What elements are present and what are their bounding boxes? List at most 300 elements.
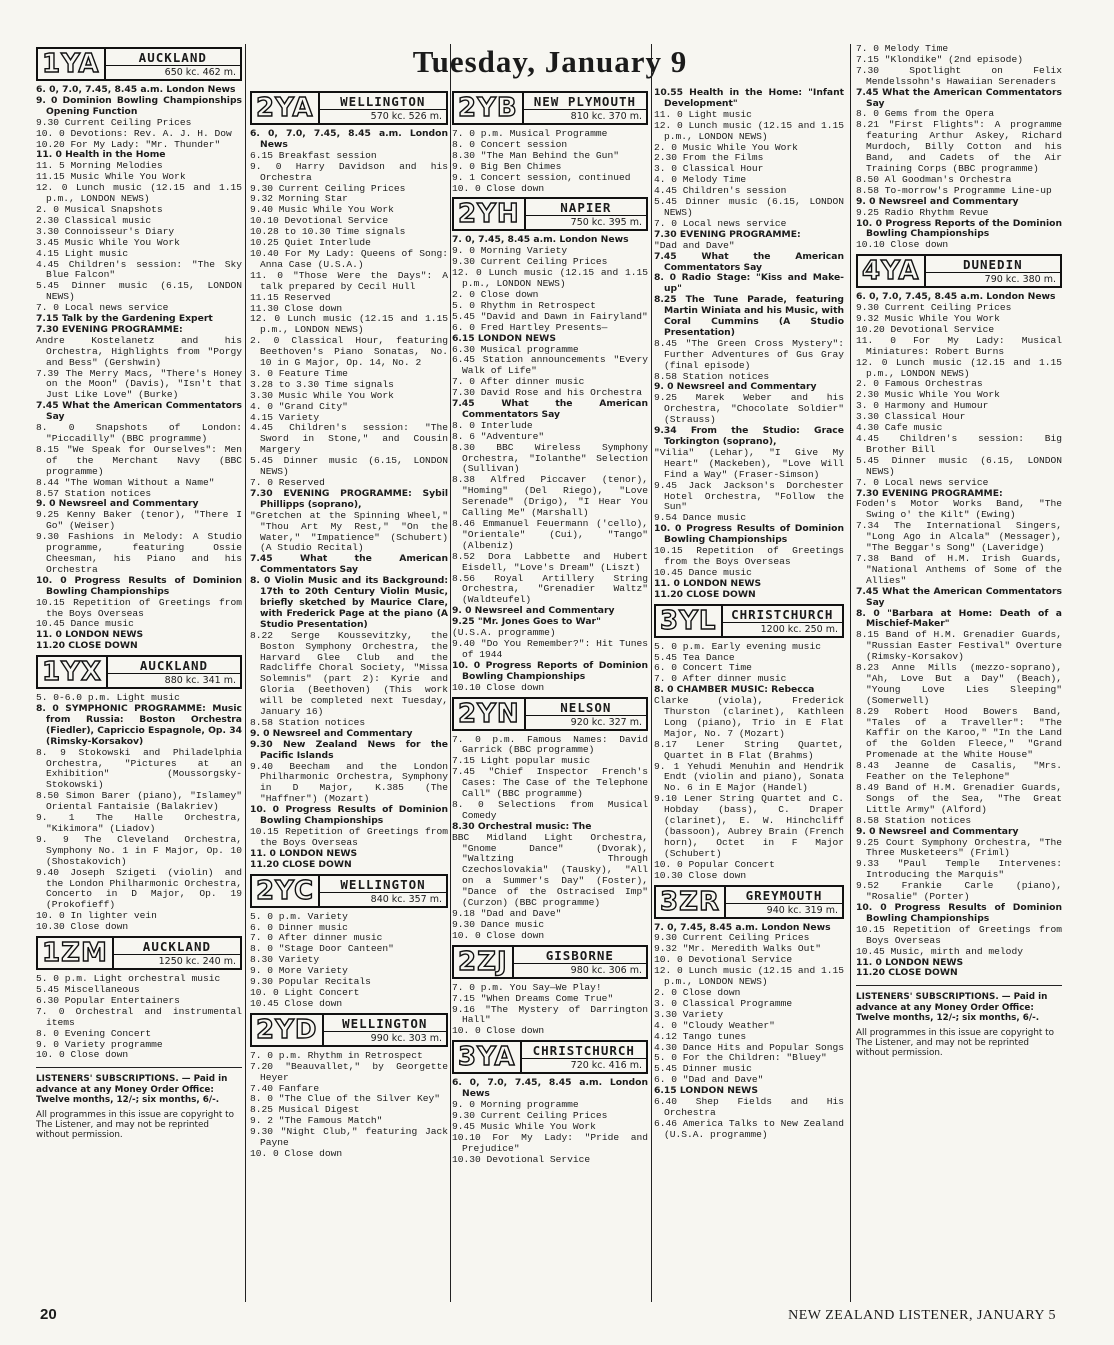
programme-entry: 2.30 Classical music [36,214,152,226]
programme-entry: 6.15 Breakfast session [250,149,377,161]
programme-entry: 7.45 What the American Commentators Say [654,250,844,273]
programme-entry: 2. 0 Music While You Work [654,141,798,153]
programme-entry: 5.45 Tea Dance [654,651,735,663]
programme-entry: 9.30 Current Ceiling Prices [654,932,810,944]
programme-entry: 6. 0 Concert Time [654,662,752,674]
station-header [452,945,648,979]
station-frequency: 790 kc. 380 m. [984,274,1056,286]
programme-entry: 10.10 Close down [452,681,545,693]
section-rule [856,985,1062,986]
programme-entry: 10. 0 Close down [36,1049,129,1061]
programme-entry: 5. 0-6.0 p.m. Light music [36,692,180,704]
station-city: WELLINGTON [320,876,446,893]
station-city: AUCKLAND [114,938,240,955]
programme-entry: 5. 0 p.m. Light orchestral music [36,973,221,985]
station-frequency: 990 kc. 303 m. [370,1032,442,1044]
programme-entry: 7.15 Talk by the Gardening Expert [36,313,213,325]
programme-entry: 3.30 Connoisseur's Diary [36,225,175,237]
programme-entry: 6. 0 Dinner music [250,921,348,933]
programme-entry: 9.25 Court Symphony Orchestra, "The Three Musketeers" (Friml) [856,836,1062,859]
programme-entry: 7. 0 Reserved [250,477,325,488]
programme-entry: 6. 0 Fred Hartley Presents— [452,321,608,333]
programme-entry: 9. 0 Newsreel and Commentary [654,381,817,393]
programme-entry: 8. 0 Violin Music and its Background: 17th to 20th Century Violin Music, briefly sketched by Maurice Clare, with Frederick Page at the piano (A Studio Presentation) [250,575,448,630]
programme-entry: 8. 0 "Stage Door Canteen" [250,943,394,955]
programme-entry: 8.56 Royal Artillery String Orchestra, "Grenadier Waltz" (Waldteufel) [452,572,648,606]
programme-entry: 10. 0 Close down [452,929,545,941]
station-city: NELSON [526,699,646,716]
station-city: DUNEDIN [926,256,1060,273]
programme-entry: 7.40 Fanfare [250,1082,320,1094]
programme-entry: 4. 0 Melody Time [654,174,747,186]
station-city: GISBORNE [514,947,646,964]
programme-entry: 7. 0 After dinner music [654,673,787,685]
station-header [452,91,648,125]
programme-entry: 2. 0 Musical Snapshots [36,203,163,215]
programme-entry: 11.20 CLOSE DOWN [36,640,138,652]
station-callsign: 3YL [660,605,717,636]
programme-entry: 8.57 Station notices [36,487,152,499]
programme-entry: 9.25 "Mr. Jones Goes to War" [452,616,601,628]
programme-entry: 9.45 Music While You Work [452,1120,596,1132]
station-city: CHRISTCHURCH [522,1042,646,1059]
subscription-heading: LISTENERS' SUBSCRIPTIONS. — Paid in advance at any Money Order Office: Twelve months, 12/-; six months, 6/-. [36,1074,228,1106]
programme-entry: 8. 0 Evening Concert [36,1027,152,1039]
programme-entry: 8.30 Orchestral music: The [452,820,592,832]
programme-entry: 8.46 Emmanuel Feuermann ('cello), "Orientale" (Cui), "Tango" (Albeniz) [452,518,648,551]
programme-entry: 10. 0 Devotional Service [654,954,793,966]
programme-entry: 9.25 Kenny Baker (tenor), "There I Go" (Weiser) [36,509,242,532]
programme-entry: 3.30 Classical Hour [856,411,966,423]
programme-entry: 5. 0 For the Children: "Bluey" [654,1052,827,1064]
programme-entry: 8.30 "The Man Behind the Gun" [452,149,619,161]
programme-entry: 7.30 David Rose and his Orchestra [452,387,642,399]
station-city: WELLINGTON [324,1015,447,1032]
programme-entry: 5.45 Dinner music (6.15, LONDON NEWS) [654,196,844,218]
programme-entry: 2. 0 Close down [452,288,539,300]
programme-entry: 8.30 BBC Wireless Symphony Orchestra, "Iolanthe" Selection (Sullivan) [452,441,648,475]
station-frequency: 880 kc. 341 m. [164,675,236,687]
programme-entry: 3. 0 Classical Programme [654,997,793,1009]
programme-entry: 10.25 Quiet Interlude [250,237,371,249]
programme-entry: 8.22 Serge Koussevitzky, the Boston Symphony Orchestra, the Harvard Glee Club and the Radcliffe Choral Society, "Missa Solemnis" (part 2): Kyrie and Gloria (Beethoven) (This work will be completed next Tuesday, January 16) [250,629,448,718]
programme-entry: 6.15 LONDON NEWS [654,1085,758,1097]
programme-entry: 10.30 Close down [654,869,747,881]
programme-entry: 10.45 Music, mirth and melody [856,945,1023,957]
programme-entry: 9.30 Current Ceiling Prices [452,1109,608,1121]
programme-entry: 11. 0 LONDON NEWS [856,956,964,968]
programme-entry: 8.38 Alfred Piccaver (tenor), "Homing" (Del Riego), "Love Serenade" (Drigo), "I Hear You Calling Me" (Marshall) [452,474,648,519]
programme-entry: 10.40 For My Lady: Queens of Song: Anna Case (U.S.A.) [250,247,448,270]
programme-entry: 10.45 Dance music [654,566,752,578]
programme-entry: 8.58 Station notices [856,814,972,826]
programme-entry: 6.40 Shep Fields and His Orchestra [654,1096,844,1118]
station-frequency: 1200 kc. 250 m. [760,623,838,635]
programme-entry: 10. 0 Progress Results of Dominion Bowling Championships [36,574,242,597]
programme-entry: 7. 0 After dinner music [250,932,383,944]
programme-entry: 9. 0 Newsreel and Commentary [452,605,615,617]
programme-entry: 10.15 Repetition of Greetings from the Boys Overseas [36,596,242,619]
programme-entry: 9.34 From the Studio: Grace Torkington (soprano), [654,425,844,447]
station-frequency: 1250 kc. 240 m. [158,956,236,968]
programme-entry: 9.32 "Mr. Meredith Walks Out" [654,943,821,955]
programme-entry: 10. 0 Progress Reports of the Dominion Bowling Championships [856,217,1062,240]
programme-entry: 10.30 Devotional Service [452,1153,591,1165]
programme-entry: 11.15 Reserved [250,291,331,303]
programme-entry: 9. 0 Newsreel and Commentary [856,825,1019,837]
programme-entry: 12. 0 Lunch music (12.15 and 1.15 p.m., LONDON NEWS) [856,356,1062,379]
programme-entry: 8.50 Simon Barer (piano), "Islamey" Oriental Fantaisie (Balakriev) [36,790,242,813]
station-frequency: 810 kc. 370 m. [570,111,642,122]
programme-entry: 6.30 Popular Entertainers [36,994,180,1006]
programme-entry: 7.30 EVENING PROGRAMME: [856,487,1003,499]
programme-entry: 6. 0, 7.0, 7.45, 8.45 a.m. London News [36,84,236,95]
programme-entry: 9. 1 The Halle Orchestra, "Kikimora" (Liadov) [36,812,242,834]
programme-entry: 2.30 From the Films [654,152,764,164]
programme-entry: 9. 0 Morning Variety [452,245,568,257]
station-header [654,604,844,638]
station-city: NAPIER [526,199,646,216]
section-rule [36,1067,242,1068]
programme-entry: 4.45 Children's session: Big Brother Bill [856,433,1062,455]
page-number: 20 [40,1306,57,1323]
programme-entry: 9.30 Popular Recitals [250,976,371,988]
programme-entry: 6. 0, 7.0, 7.45, 8.45 a.m. London News [250,128,448,150]
programme-entry: 8. 0 "The Clue of the Silver Key" [250,1093,440,1105]
programme-entry: 9.33 "Paul Temple Intervenes: Introducing the Marquis" [856,858,1062,881]
programme-entry: 9.40 "Do You Remember?": Hit Tunes of 1944 [452,637,648,660]
column-4 [654,88,844,1302]
programme-entry: 9. 0 Newsreel and Commentary [250,727,413,739]
programme-entry: 2.30 Music While You Work [856,389,1000,401]
programme-entry: 10.20 Devotional Service [856,323,995,335]
programme-entry: 7.45 What the American Commentators Say [250,553,448,576]
programme-entry: 10. 0 Progress Results of Dominion Bowling Championships [654,523,844,546]
station-header [250,1013,448,1047]
programme-entry: 8.58 To-morrow's Programme Line-up [856,184,1052,196]
programme-entry: Clarke (viola), Frederick Thurston (clarinet), Kathleen Long (piano), Trio in E Flat Major, No. 7 (Mozart) [654,695,844,739]
programme-entry: 5.45 "David and Dawn in Fairyland" [452,310,648,322]
programme-entry: 9.25 Radio Rhythm Revue [856,206,989,218]
programme-entry: 11. 0 Light music [654,108,752,120]
programme-entry: 11. 0 LONDON NEWS [36,629,144,641]
programme-entry: 11.15 Music While You Work [36,171,186,183]
programme-entry: 9.10 Lener String Quartet and C. Hobday (bass), C. Draper (clarinet), E. W. Hinchcliff (bassoon), Aubrey Brain (French horn), Octet in F Major (Schubert) [654,793,844,859]
programme-entry: 6.46 America Talks to New Zealand (U.S.A. programme) [654,1117,844,1140]
programme-entry: 8. 0 SYMPHONIC PROGRAMME: Music from Russia: Boston Orchestra (Fiedler), Capriccio Espagnole, Op. 34 (Rimsky-Korsakov) [36,703,242,747]
programme-entry: 10. 0 Close down [452,1025,545,1037]
programme-entry: 7.30 EVENING PROGRAMME: [36,323,183,335]
column-3 [452,88,648,1302]
programme-entry: 7.38 Band of H.M. Irish Guards, "National Anthems of Some of the Allies" [856,552,1062,586]
station-callsign: 1ZM [42,938,108,969]
programme-entry: 8.23 Anne Mills (mezzo-soprano), "Ah, Love But a Day" (Beach), "Young Love Lies Sleeping" (Somerwell) [856,662,1062,706]
programme-entry: 3.30 Music While You Work [250,389,394,401]
programme-entry: 8. 0 Radio Stage: "Kiss and Make-up" [654,272,844,295]
programme-entry: 9. 0 Dominion Bowling Championships Opening Function [36,94,242,117]
programme-entry: 7.15 "Klondike" (2nd episode) [856,53,1023,65]
programme-entry: 7.45 "Chief Inspector French's Cases: The Case of the Telephone Call" (BBC programme) [452,766,648,800]
programme-entry: 9. 0 Harry Davidson and his Orchestra [250,160,448,183]
page-title: Tuesday, January 9 [412,44,688,79]
programme-entry: 5. 0 p.m. Variety [250,910,348,922]
programme-entry: 10.55 Health in the Home: "Infant Development" [654,88,844,109]
programme-entry: 7. 0 After dinner music [452,376,585,388]
programme-entry: 10.10 Devotional Service [250,215,389,227]
programme-entry: 7. 0 p.m. Musical Programme [452,128,608,139]
programme-entry: 9. 0 Big Ben Chimes [452,160,562,172]
programme-entry: 7.45 What the American Commentators Say [36,400,242,423]
station-header [654,885,844,919]
programme-entry: 8. 0 Snapshots of London: "Piccadilly" (BBC programme) [36,422,242,444]
programme-entry: 6. 0, 7.0, 7.45, 8.45 a.m. London News [452,1077,648,1100]
programme-entry: 7. 0, 7.45, 8.45 a.m. London News [654,921,831,933]
programme-entry: 10.45 Dance music [36,618,134,630]
station-frequency: 720 kc. 416 m. [570,1060,642,1072]
programme-entry: 5. 0 p.m. Early evening music [654,640,821,652]
programme-entry: 7. 0 Orchestral and instrumental items [36,1005,242,1028]
programme-entry: 7.30 Spotlight on Felix Mendelssohn's Hawaiian Serenaders [856,64,1062,87]
programme-entry: 5.45 Miscellaneous [36,983,140,995]
programme-entry: (U.S.A. programme) [452,627,556,639]
programme-entry: Andre Kostelanetz and his Orchestra, Highlights from "Porgy and Bess" (Gershwin) [36,334,242,368]
programme-entry: 3.30 Variety [654,1008,724,1020]
programme-entry: 10.15 Repetition of Greetings from Boys Overseas [856,923,1062,946]
programme-entry: 10.15 Repetition of Greetings from the Boys Overseas [250,826,448,848]
programme-entry: 7.15 Light popular music [452,755,591,767]
programme-entry: 9. 0 More Variety [250,965,348,977]
programme-entry: 3. 0 Classical Hour [654,163,764,175]
programme-entry: 9.45 Jack Jackson's Dorchester Hotel Orchestra, "Follow the Sun" [654,479,844,513]
station-callsign: 2YC [256,875,315,906]
programme-entry: 7.34 The International Singers, "Long Ago in Alcala" (Messager), "The Beggar's Song" (Laveridge) [856,520,1062,554]
copyright-notice: All programmes in this issue are copyright to The Listener, and may not be reprinted without permission. [36,1109,234,1141]
programme-entry: 7. 0 Melody Time [856,44,949,54]
programme-entry: 10.20 For My Lady: "Mr. Thunder" [36,138,221,150]
station-header [36,47,242,81]
programme-entry: 8.43 Jeanne de Casalis, "Mrs. Feather on the Telephone" [856,760,1062,783]
programme-entry: 3. 0 Harmony and Humour [856,400,989,412]
programme-entry: 11. 5 Morning Melodies [36,160,163,172]
programme-entry: 10. 0 In lighter vein [36,910,157,922]
programme-entry: 9.40 Music While You Work [250,204,394,216]
programme-entry: 9.40 Beecham and the London Philharmonic Orchestra, Symphony in D Major, K.385 (The "Haffner") (Mozart) [250,760,448,805]
station-callsign: 1YX [42,657,102,688]
programme-entry: 6. 0 "Dad and Dave" [654,1074,764,1086]
programme-entry: 9. 2 "The Famous Match" [250,1115,383,1127]
programme-entry: 8.30 Variety [250,954,320,966]
column-divider [245,44,246,1302]
programme-entry: 9. 1 Yehudi Menuhin and Hendrik Endt (violin and piano), Sonata No. 6 in E Major (Handel) [654,760,844,794]
programme-entry: 8.52 Dora Labbette and Hubert Eisdell, "Love's Dream" (Liszt) [452,550,648,573]
station-city: GREYMOUTH [726,887,842,904]
programme-entry: 9. 0 Variety programme [36,1038,163,1050]
station-city: AUCKLAND [108,657,240,674]
station-city: NEW PLYMOUTH [524,93,646,110]
programme-entry: 4. 0 "Grand City" [250,400,348,412]
copyright-notice: All programmes in this issue are copyright to The Listener, and may not be reprinted without permission. [856,1027,1054,1059]
programme-entry: 9. 0 Newsreel and Commentary [856,195,1019,207]
station-callsign: 2YA [256,93,314,123]
station-callsign: 3YA [458,1042,516,1073]
programme-entry: 9.40 Joseph Szigeti (violin) and the London Philharmonic Orchestra, Concerto in D Major, Op. 19 (Prokofieff) [36,866,242,911]
programme-entry: 10. 0 Progress Results of Dominion Bowling Championships [250,804,448,827]
programme-entry: Foden's Motor Works Band, "The Swing o' the Kilt" (Ewing) [856,498,1062,521]
programme-entry: 10.45 Close down [250,997,343,1009]
programme-entry: 10.28 to 10.30 Time signals [250,226,406,238]
station-callsign: 4YA [862,256,920,287]
station-header [856,254,1062,288]
programme-entry: 3.45 Music While You Work [36,236,180,248]
programme-entry: 9.30 Fashions in Melody: A Studio programme, featuring Ossie Cheesman, his Piano and his Orchestra [36,531,242,575]
programme-entry: 8. 0 Concert session [452,138,568,150]
programme-entry: 10. 0 Close down [250,1147,343,1159]
programme-entry: 7. 0 p.m. Famous Names: David Garrick (BBC programme) [452,733,648,756]
column-5 [856,44,1062,1302]
programme-entry: 9.30 New Zealand News for the Pacific Islands [250,738,448,761]
station-city: AUCKLAND [106,49,240,66]
programme-entry: 11.20 CLOSE DOWN [856,967,958,979]
programme-entry: 8. 0 Selections from Musical Comedy [452,798,648,821]
station-frequency: 570 kc. 526 m. [370,111,442,122]
running-footer: NEW ZEALAND LISTENER, JANUARY 5 [788,1308,1056,1323]
programme-entry: 3. 0 Feature Time [250,367,348,379]
programme-entry: 9.30 "Night Club," featuring Jack Payne [250,1126,448,1149]
programme-entry: 9.16 "The Mystery of Darrington Hall" [452,1003,648,1026]
column-2 [250,88,448,1302]
station-header [452,197,648,231]
programme-entry: 8.15 "We Speak for Ourselves": Men of the Merchant Navy (BBC programme) [36,443,242,477]
programme-entry: 4.15 Light music [36,247,129,259]
column-1 [36,44,242,1302]
programme-entry: 6.15 LONDON NEWS [452,332,556,344]
station-header [452,697,648,731]
programme-entry: 10. 0 Devotions: Rev. A. J. H. Dow [36,127,232,139]
programme-entry: 7.45 What the American Commentators Say [856,585,1062,608]
programme-entry: 7.20 "Beauvallet," by Georgette Heyer [250,1060,448,1083]
programme-entry: "Dad and Dave" [654,239,735,251]
station-header [250,91,448,125]
station-city: WELLINGTON [320,93,446,110]
station-callsign: 1YA [42,49,100,79]
programme-entry: 9. 1 Concert session, continued [452,171,631,183]
programme-entry: 8.25 Musical Digest [250,1104,360,1116]
programme-entry: 4.45 Children's session: "The Sword in Stone," and Cousin Margery [250,422,448,456]
programme-entry: 10. 0 Light Concert [250,986,360,998]
programme-entry: 12. 0 Lunch music (12.15 and 1.15 p.m., LONDON NEWS) [654,119,844,142]
programme-entry: 11. 0 LONDON NEWS [654,577,762,589]
programme-entry: 9.52 Frankie Carle (piano), "Rosalie" (Porter) [856,880,1062,903]
programme-entry: 9.25 Marek Weber and his Orchestra, "Chocolate Soldier" (Strauss) [654,392,844,426]
programme-entry: 3.28 to 3.30 Time signals [250,378,394,390]
programme-entry: 4.45 Children's session [654,185,787,197]
programme-entry: 2. 0 Close down [654,986,741,998]
programme-entry: 5. 0 Rhythm in Retrospect [452,299,596,311]
programme-entry: 8.58 Station notices [654,370,770,382]
programme-entry: 7. 0 Local news service [856,476,989,488]
programme-entry: 8.21 "First Flights": A programme featuring Arthur Askey, Richard Murdoch, Billy Cotton and his Band, and Cadets of the Air Training Corps (BBC programme) [856,119,1062,174]
programme-entry: 12. 0 Lunch music (12.15 and 1.15 p.m., LONDON NEWS) [654,965,844,988]
programme-entry: 8. 0 Interlude [452,419,533,431]
programme-entry: 7.30 EVENING PROGRAMME: Sybil Phillipps (soprano), [250,487,448,510]
programme-entry: 9.32 Morning Star [250,193,348,205]
programme-entry: 7.45 What the American Commentators Say [452,398,648,420]
programme-entry: 8.25 The Tune Parade, featuring Martin Winiata and his Music, with Coral Cummins (A Studio Presentation) [654,294,844,338]
programme-entry: 7. 0 p.m. You Say—We Play! [452,981,602,993]
programme-entry: 7. 0, 7.45, 8.45 a.m. London News [452,234,629,246]
programme-entry: 5.45 Dinner music [654,1063,752,1075]
programme-entry: 10.10 Close down [856,239,949,251]
station-header [250,874,448,908]
station-header [452,1040,648,1074]
programme-entry: 7. 0 p.m. Rhythm in Retrospect [250,1049,423,1061]
programme-entry: 8. 9 Stokowski and Philadelphia Orchestra, "Pictures at an Exhibition" (Moussorgsky-Stokowski) [36,746,242,791]
programme-entry: 9.32 Music While You Work [856,313,1000,325]
programme-entry: 10.30 Close down [36,921,129,933]
programme-entry: 6.30 Musical programme [452,343,579,355]
programme-entry: 8. 6 "Adventure" [452,430,545,442]
programme-entry: 9.54 Dance music [654,512,747,524]
programme-entry: 5.45 Dinner music (6.15, LONDON NEWS) [856,454,1062,477]
programme-entry: 10. 0 Popular Concert [654,858,775,870]
programme-entry: "Vilia" (Lehar), "I Give My Heart" (Mackeben), "Love Will Find a Way" (Fraser-Simson) [654,446,844,480]
programme-entry: 8.17 Lener String Quartet, Quartet in B Flat (Brahms) [654,738,844,761]
station-city: CHRISTCHURCH [723,606,843,623]
subscription-heading: LISTENERS' SUBSCRIPTIONS. — Paid in advance at any Money Order Office: Twelve months, 12/-; six months, 6/-. [856,992,1048,1024]
programme-entry: 10.15 Repetition of Greetings from the Boys Overseas [654,545,844,567]
programme-entry: 7.39 The Merry Macs, "There's Honey on the Moon" (Davis), "Isn't that Just Like Love" (Burke) [36,367,242,401]
programme-entry: 8.44 "The Woman Without a Name" [36,476,215,488]
programme-entry: 9.18 "Dad and Dave" [452,908,562,919]
programme-entry: 9. 0 Newsreel and Commentary [36,498,199,510]
station-header [36,936,242,970]
subscription-notice [856,992,1062,1058]
programme-entry: 7. 0 Local news service [654,217,787,229]
station-callsign: 2YD [256,1014,318,1045]
programme-entry: 8.50 Al Goodman's Orchestra [856,173,1012,185]
programme-entry: 7.45 What the American Commentators Say [856,86,1062,109]
programme-entry: 11.20 CLOSE DOWN [250,858,352,870]
programme-entry: 10. 0 Close down [452,182,545,194]
programme-entry: 4.15 Variety [250,411,320,423]
programme-entry: 11.20 CLOSE DOWN [654,588,756,600]
programme-entry: 6.45 Station announcements "Every Walk of Life" [452,354,648,377]
programme-entry: 5.45 Dinner music (6.15, LONDON NEWS) [250,455,448,478]
station-frequency: 650 kc. 462 m. [164,67,236,78]
programme-entry: 4.30 Dance Hits and Popular Songs [654,1041,844,1053]
programme-entry: 4.30 Cafe music [856,422,943,434]
programme-entry: 5.45 Dinner music (6.15, LONDON NEWS) [36,280,242,303]
programme-entry: 11. 0 "Those Were the Days": A talk prepared by Cecil Hull [250,269,448,292]
station-callsign: 2YN [458,698,520,729]
programme-entry: 4. 0 "Cloudy Weather" [654,1019,775,1031]
programme-entry: 11. 0 For My Lady: Musical Miniatures: Robert Burns [856,334,1062,357]
programme-entry: 6. 0, 7.0, 7.45, 8.45 a.m. London News [856,291,1056,303]
programme-entry: 2. 0 Famous Orchestras [856,378,983,390]
programme-entry: 8.15 Band of H.M. Grenadier Guards, "Russian Easter Festival" Overture (Rimsky-Korsakov) [856,629,1062,663]
programme-entry: 8.45 "The Green Cross Mystery": Further Adventures of Gus Gray (final episode) [654,337,844,371]
programme-entry: 9.30 Dance music [452,918,545,930]
programme-entry: 9.30 Current Ceiling Prices [250,182,406,194]
programme-entry: 9. 9 The Cleveland Orchestra, Symphony No. 1 in F Major, Op. 10 (Shostakovich) [36,833,242,867]
station-callsign: 2YH [458,199,520,230]
station-callsign: 2ZJ [458,946,508,977]
programme-entry: 9.30 Current Ceiling Prices [36,116,192,128]
programme-entry: 8. 0 CHAMBER MUSIC: Rebecca [654,684,815,696]
programme-entry: 11.30 Close down [250,302,343,314]
programme-entry: 8.58 Station notices [250,716,366,728]
programme-entry: 8. 0 "Barbara at Home: Death of a Mischief-Maker" [856,607,1062,630]
